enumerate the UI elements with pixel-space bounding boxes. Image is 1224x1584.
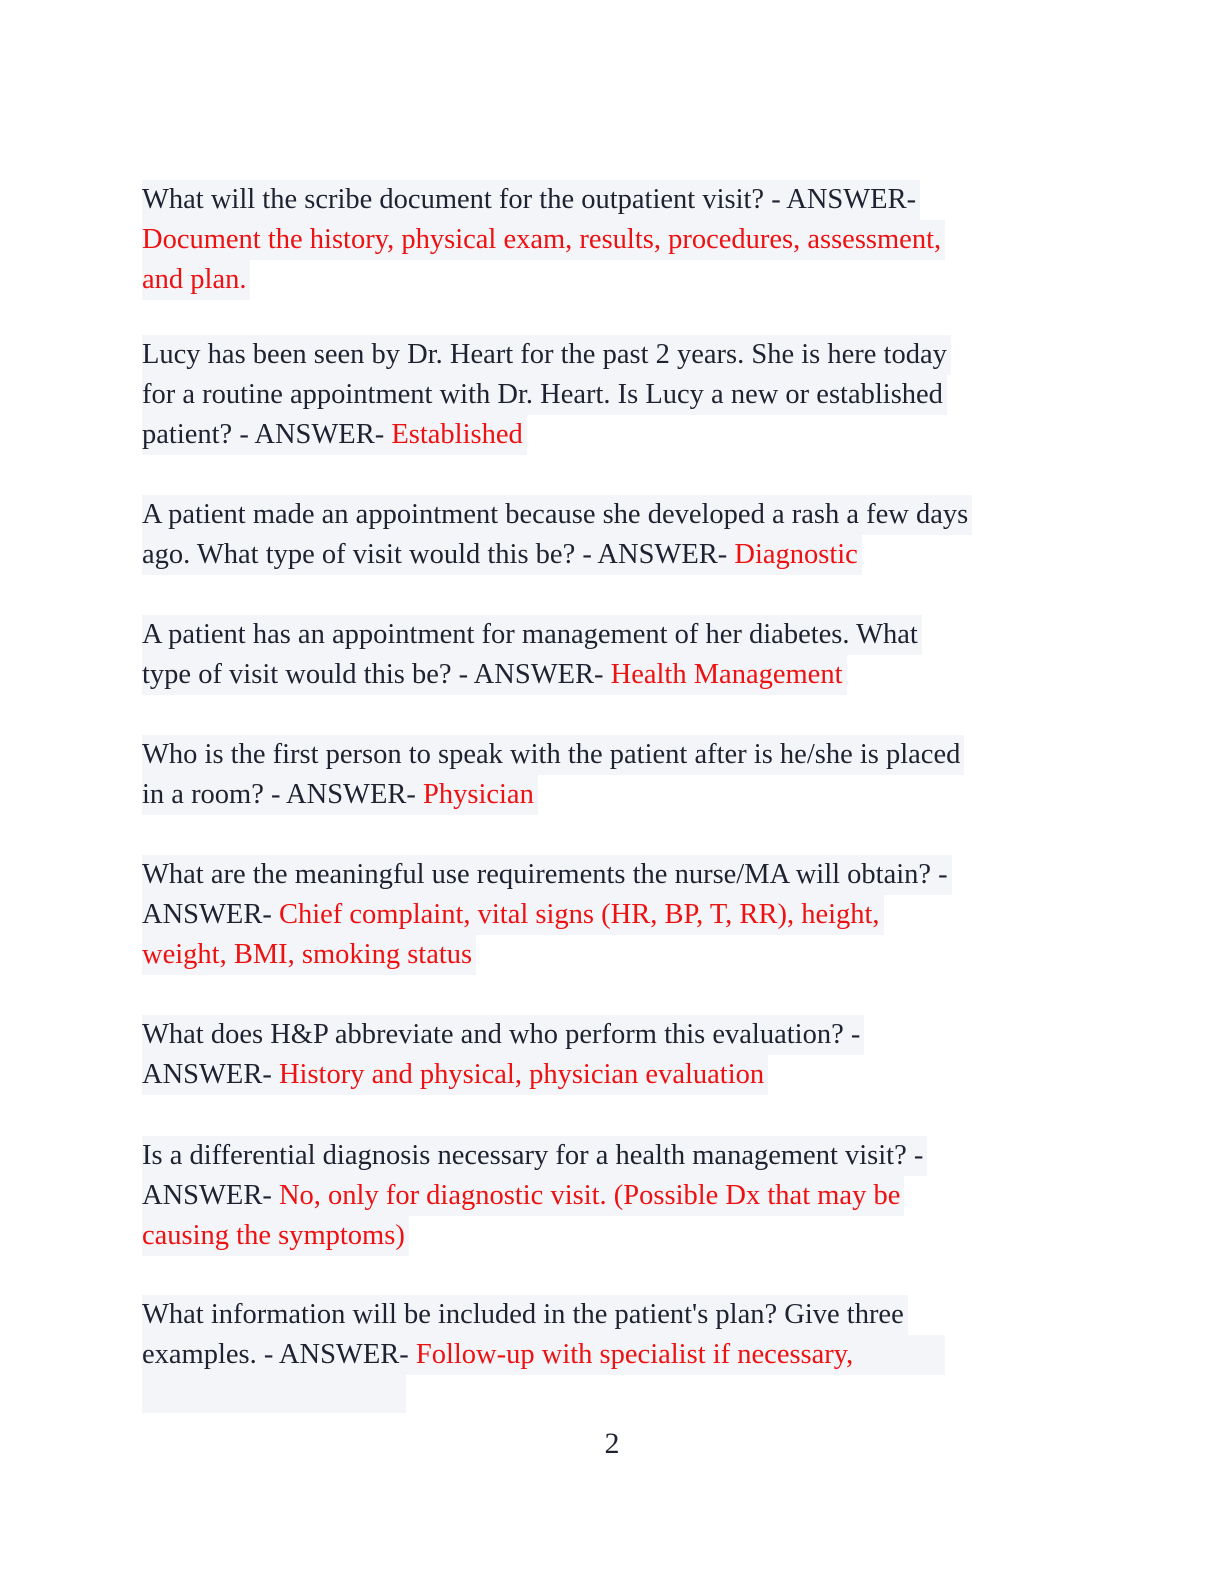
qa-item-9: What information will be included in the patient's plan? Give three examples. - ANSWER- Follow-up with specialist if necessary, <box>142 1295 945 1413</box>
answer-text: Physician <box>423 779 534 810</box>
qa-item-3: A patient made an appointment because she developed a rash a few days ago. What type of visit would this be? - ANSWER- Diagnostic <box>142 495 972 575</box>
answer-text: Diagnostic <box>734 539 858 570</box>
question-part: What will the scribe document for the outpatient visit? - ANSWER- <box>142 184 917 215</box>
qa-item-8: Is a differential diagnosis necessary for a health management visit? - ANSWER- No, only for diagnostic visit. (Possible Dx that may be causing the symptoms) <box>142 1136 927 1256</box>
answer-text: Health Management <box>610 659 843 690</box>
answer-text: Follow-up with specialist if necessary, <box>415 1339 854 1370</box>
qa-item-1 <box>142 180 945 300</box>
qa-item-5: Who is the first person to speak with the patient after is he/she is placed in a room? - ANSWER- Physician <box>142 735 964 815</box>
answer-part: Document the history, physical exam, results, procedures, assessment, <box>142 224 942 255</box>
qa-item-6: What are the meaningful use requirements the nurse/MA will obtain? - ANSWER- Chief complaint, vital signs (HR, BP, T, RR), height, weight, BMI, smoking status <box>142 855 952 975</box>
qa-item-2: Lucy has been seen by Dr. Heart for the past 2 years. She is here today for a routine appointment with Dr. Heart. Is Lucy a new or established patient? - ANSWER- Established <box>142 335 951 455</box>
qa-item-4: A patient has an appointment for management of her diabetes. What type of visit would this be? - ANSWER- Health Management <box>142 615 922 695</box>
answer-text: Established <box>391 419 523 450</box>
answer-text: History and physical, physician evaluation <box>278 1059 765 1090</box>
qa-item-7: What does H&P abbreviate and who perform this evaluation? - ANSWER- History and physical, physician evaluation <box>142 1015 864 1095</box>
page-number: 2 <box>604 1427 620 1460</box>
highlight-blank-line <box>142 1375 406 1413</box>
answer-part: and plan. <box>142 264 247 295</box>
